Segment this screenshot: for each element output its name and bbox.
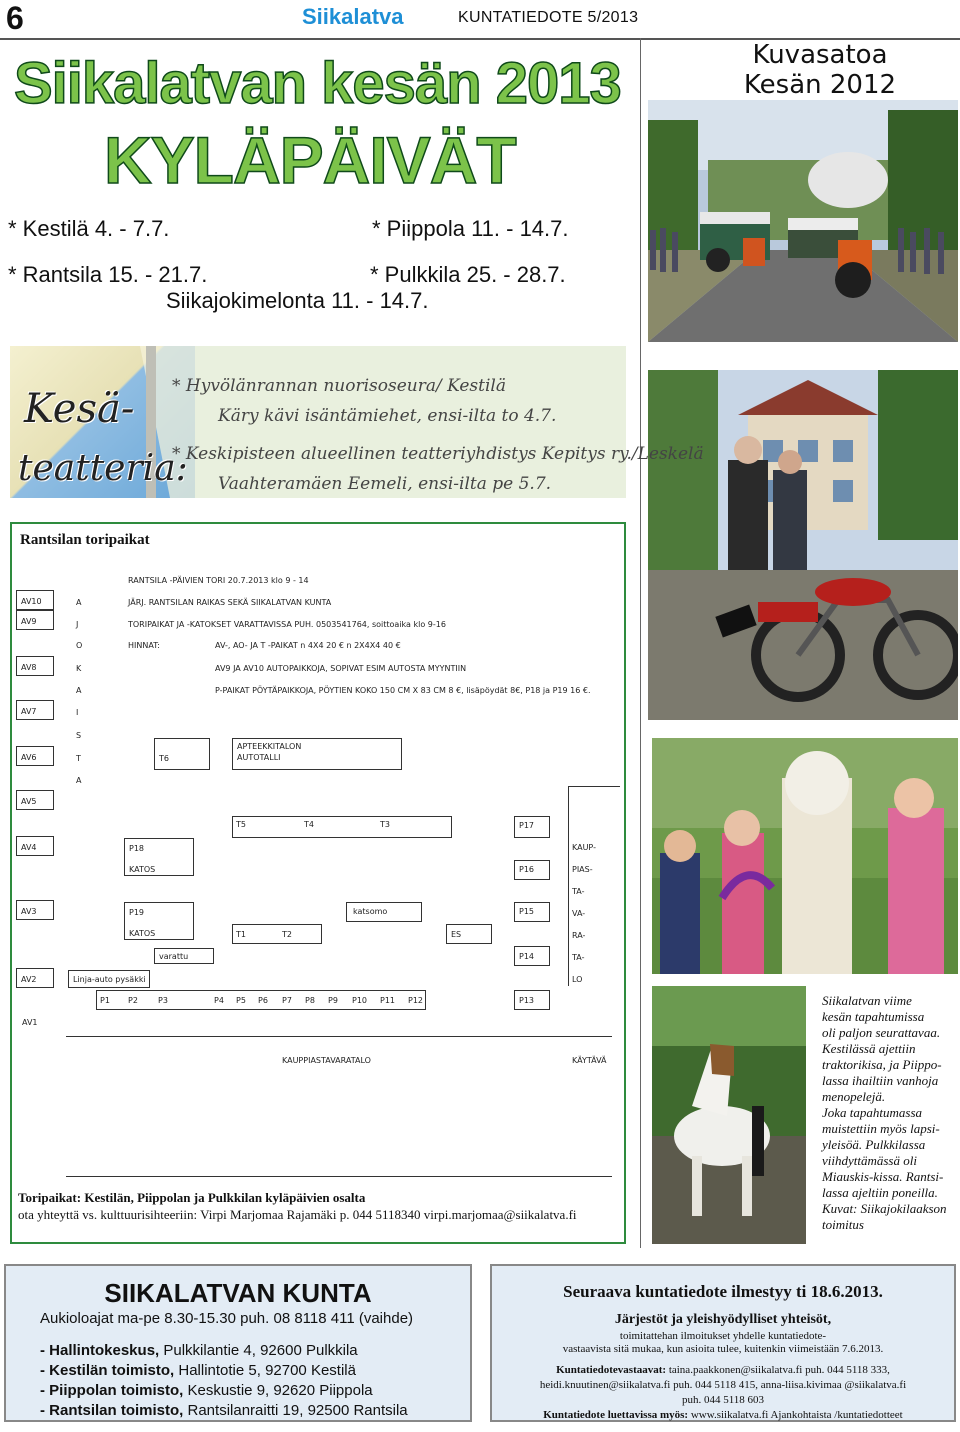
garage-label: APTEEKKITALON: [237, 742, 302, 751]
lane-letter: J: [76, 620, 79, 629]
next-issue-line: toimitattehan ilmoitukset yhdelle kuntatiedote-: [619, 1330, 827, 1342]
terrace-label: PIAS-: [572, 865, 593, 874]
stall-t3: T3: [380, 820, 390, 829]
lane-letter: S: [76, 731, 82, 740]
office-address: Hallintotie 5, 92700 Kestilä: [174, 1362, 356, 1379]
stall-av1: AV1: [22, 1018, 38, 1027]
next-issue-line: vastaavista sitä mukaa, kun asioita tulee, kuitenkin viimeistään 7.6.2013.: [562, 1343, 884, 1355]
map-info-line: TORIPAIKAT JA -KATOKSET VARATTAVISSA PUH. 0503541764, soittoaika klo 9-16: [128, 620, 446, 629]
stall-av2: [16, 968, 54, 988]
pony-photo: [652, 986, 806, 1244]
caption-line: toimitus: [822, 1217, 864, 1232]
caption-line: Kestilässä ajettiin: [822, 1041, 916, 1056]
stall-label: AV2: [21, 975, 37, 984]
caption-line: yleisöä. Pulkkilassa: [822, 1137, 926, 1152]
stall-p9: P9: [328, 996, 338, 1005]
page-number: 6: [6, 0, 24, 36]
stall-p6: P6: [258, 996, 268, 1005]
stand-label: katsomo: [353, 907, 388, 916]
column-divider: [640, 38, 641, 1248]
stall-av9: [16, 610, 54, 630]
stall-label: P13: [519, 996, 535, 1005]
stall-label: P15: [519, 907, 535, 916]
next-issue-line: puh. 044 5118 603: [681, 1394, 765, 1406]
next-issue-web: [490, 1409, 956, 1421]
event-piippola: * Piippola 11. - 14.7.: [372, 216, 569, 241]
office-name: - Rantsilan toimisto,: [40, 1402, 184, 1419]
stall-t6: [154, 738, 210, 770]
lane-letter: A: [76, 598, 82, 607]
stall-p11: P11: [380, 996, 396, 1005]
stall-label: AV5: [21, 797, 37, 806]
theatre-title-line1: Kesä-: [24, 386, 135, 432]
stand-katsomo: [346, 902, 422, 922]
event-kestila: * Kestilä 4. - 7.7.: [8, 216, 170, 241]
terrace-label: RA-: [572, 931, 586, 940]
lane-letter: A: [76, 776, 82, 785]
office-name: - Piippolan toimisto,: [40, 1382, 184, 1399]
warehouse-label: KAUPPIASTAVARATALO: [282, 1056, 371, 1065]
tent-row-top: [232, 816, 452, 838]
map-info-line: JÄRJ. RANTSILAN RAIKAS SEKÄ SIIKALATVAN KUNTA: [128, 598, 332, 607]
map-info-line: P-PAIKAT PÖYTÄPAIKKOJA, PÖYTIEN KOKO 150 CM X 83 CM 8 €, lisäpöydät 8€, P18 ja P19 16 €.: [215, 686, 591, 695]
office-address: Keskustie 9, 92620 Piippola: [183, 1382, 373, 1399]
reserved-area: [154, 948, 214, 964]
theatre-line3: * Keskipisteen alueellinen teatteriyhdistys Kepitys ry./Leskelä: [172, 444, 704, 464]
theatre-line1: * Hyvölänrannan nuorisoseura/ Kestilä: [172, 376, 506, 396]
motorcycle-photo: [648, 370, 958, 720]
stall-p7: P7: [282, 996, 292, 1005]
stall-p5: P5: [236, 996, 246, 1005]
stall-p10: P10: [352, 996, 368, 1005]
stall-t5: T5: [236, 820, 246, 829]
headline-line1: Siikalatvan kesän 2013: [14, 51, 621, 116]
market-map-title: Rantsilan toripaikat: [20, 532, 150, 548]
stall-av5: [16, 790, 54, 810]
next-issue-sub: Järjestöt ja yleishyödylliset yhteisöt,: [614, 1312, 832, 1327]
stall-p14: [514, 946, 550, 966]
building-line: [66, 1036, 612, 1037]
caption-line: menopelejä.: [822, 1089, 886, 1104]
office-address: Pulkkilantie 4, 92600 Pulkkila: [159, 1342, 358, 1359]
stall-t1: T1: [236, 930, 246, 939]
photo-title-line1: Kuvasatoa: [752, 40, 888, 70]
office-line: [40, 1402, 408, 1419]
publication-name: Siikalatva: [302, 4, 404, 29]
stall-av4: [16, 836, 54, 856]
stall-label: AV4: [21, 843, 37, 852]
opening-hours: Aukioloajat ma-pe 8.30-15.30 puh. 08 8118 411 (vaihde): [40, 1310, 414, 1327]
stall-label: P14: [519, 952, 535, 961]
stall-label: T6: [159, 754, 169, 763]
lane-letter: T: [76, 754, 81, 763]
office-address: Rantsilanraitti 19, 92500 Rantsila: [183, 1402, 408, 1419]
stall-p13: [514, 990, 550, 1010]
katos-label: KATOS: [129, 929, 156, 938]
web-label: Kuntatiedote luettavissa myös:: [543, 1409, 689, 1421]
bus-stop: [68, 970, 150, 988]
map-info-line: RANTSILA -PÄIVIEN TORI 20.7.2013 klo 9 - 14: [128, 576, 309, 585]
stall-t2: T2: [282, 930, 292, 939]
stall-p12: P12: [408, 996, 424, 1005]
theatre-title-line2: teatteria:: [18, 448, 188, 489]
contacts-label: Kuntatiedotevastaavat:: [556, 1364, 667, 1376]
stall-av7: [16, 700, 54, 720]
issue-label: KUNTATIEDOTE 5/2013: [458, 9, 639, 26]
next-issue-line: heidi.knuutinen@siikalatva.fi puh. 044 5118 415, anna-liisa.kivimaa @siikalatva.fi: [539, 1379, 907, 1391]
cat-mascot-photo: [652, 738, 958, 974]
next-issue-contacts: [490, 1364, 956, 1376]
stall-av6: [16, 746, 54, 766]
stall-av3: [16, 900, 54, 920]
stall-label: P17: [519, 821, 535, 830]
stall-label: AV9: [21, 617, 37, 626]
building-line: [66, 1176, 612, 1177]
stall-label: P16: [519, 865, 535, 874]
stall-t4: T4: [304, 820, 314, 829]
stall-label: AV7: [21, 707, 37, 716]
caption-line: lassa ihailtiin vanhoja: [822, 1073, 939, 1088]
map-note-title: Toripaikat: Kestilän, Piippolan ja Pulkkilan kyläpäivien osalta: [18, 1190, 366, 1205]
caption-line: viihdyttämässä oli: [822, 1153, 917, 1168]
lane-letter: O: [76, 641, 83, 650]
office-name: - Hallintokeskus,: [40, 1342, 160, 1359]
web-value: www.siikalatva.fi Ajankohtaista /kuntatiedotteet: [688, 1409, 903, 1421]
stall-av10: [16, 590, 54, 610]
katos-label: KATOS: [129, 865, 156, 874]
event-melonta: Siikajokimelonta 11. - 14.7.: [166, 288, 429, 313]
stall-p15: [514, 902, 550, 922]
theatre-line2: Käry kävi isäntämiehet, ensi-ilta to 4.7.: [218, 406, 557, 426]
event-pulkkila: * Pulkkila 25. - 28.7.: [370, 262, 566, 287]
stall-label: AV10: [21, 597, 42, 606]
lane-letter: K: [76, 664, 82, 673]
caption-line: oli paljon seurattavaa.: [822, 1025, 941, 1040]
office-line: [40, 1382, 373, 1399]
caption-line: traktorikisa, ja Piippo-: [822, 1057, 942, 1072]
headline-line2: KYLÄPÄIVÄT: [104, 123, 516, 197]
stall-p4: P4: [214, 996, 224, 1005]
terrace-label: KAUP-: [572, 843, 596, 852]
stall-p17: [514, 816, 550, 838]
lane-letter: A: [76, 686, 82, 695]
stall-p3: P3: [158, 996, 168, 1005]
garage-label: AUTOTALLI: [237, 753, 281, 762]
caption-line: Siikalatvan viime: [822, 993, 912, 1008]
terrace-label: TA-: [572, 887, 585, 896]
terrace-label: TA-: [572, 953, 585, 962]
stall-p18: [124, 838, 194, 876]
stall-es: [446, 924, 492, 944]
bus-stop-label: Linja-auto pysäkki: [73, 975, 146, 984]
stall-p2: P2: [128, 996, 138, 1005]
stall-label: P19: [129, 908, 145, 917]
stall-label: P18: [129, 844, 145, 853]
reserved-label: varattu: [159, 952, 189, 961]
office-name: - Kestilän toimisto,: [40, 1362, 175, 1379]
photo-caption: [822, 993, 952, 1233]
map-info-line: AV9 JA AV10 AUTOPAIKKOJA, SOPIVAT ESIM AUTOSTA MYYNTIIN: [215, 664, 467, 673]
theatre-line4: Vaahteramäen Eemeli, ensi-ilta pe 5.7.: [218, 474, 552, 494]
stall-label: AV6: [21, 753, 37, 762]
stall-label: ES: [451, 930, 462, 939]
caption-line: Kuvat: Siikajokilaakson: [822, 1201, 947, 1216]
stall-p19: [124, 902, 194, 940]
caption-line: muistettiin myös lapsi-: [822, 1121, 940, 1136]
caption-line: kesän tapahtumissa: [822, 1009, 925, 1024]
lane-letter: I: [76, 708, 79, 717]
stall-av8: [16, 656, 54, 676]
municipality-title: SIIKALATVAN KUNTA: [104, 1278, 372, 1308]
terrace-label: LO: [572, 975, 583, 984]
road-line: [568, 786, 620, 787]
pharmacy-garage: [232, 738, 402, 770]
caption-line: Miauskis-kissa. Rantsi-: [822, 1169, 944, 1184]
tractor-race-photo: [648, 100, 958, 342]
photo-title-line2: Kesän 2012: [743, 70, 897, 100]
walkway-label: KÄYTÄVÄ: [572, 1056, 607, 1065]
caption-line: lassa ajeltiin poneilla.: [822, 1185, 938, 1200]
map-info-line: HINNAT:: [128, 641, 160, 650]
map-info-line: AV-, AO- JA T -PAIKAT n 4X4 20 € n 2X4X4 40 €: [215, 641, 401, 650]
office-line: [40, 1342, 358, 1359]
stall-label: AV8: [21, 663, 37, 672]
terrace-label: VA-: [572, 909, 586, 918]
market-map-frame: [10, 522, 626, 1244]
map-note-contact: ota yhteyttä vs. kulttuurisihteeriin: Virpi Marjomaa Rajamäki p. 044 5118340 virpi.marjomaa@siikalatva.fi: [18, 1207, 577, 1222]
road-line: [568, 786, 569, 986]
stall-label: AV3: [21, 907, 37, 916]
stall-p1: P1: [100, 996, 110, 1005]
stall-p16: [514, 860, 550, 880]
next-issue-title: Seuraava kuntatiedote ilmestyy ti 18.6.2013.: [563, 1282, 883, 1301]
office-line: [40, 1362, 356, 1379]
event-rantsila: * Rantsila 15. - 21.7.: [8, 262, 208, 287]
contacts-value: taina.paakkonen@siikalatva.fi puh. 044 5118 333,: [666, 1364, 890, 1376]
caption-line: Joka tapahtumassa: [822, 1105, 923, 1120]
stall-p8: P8: [305, 996, 315, 1005]
